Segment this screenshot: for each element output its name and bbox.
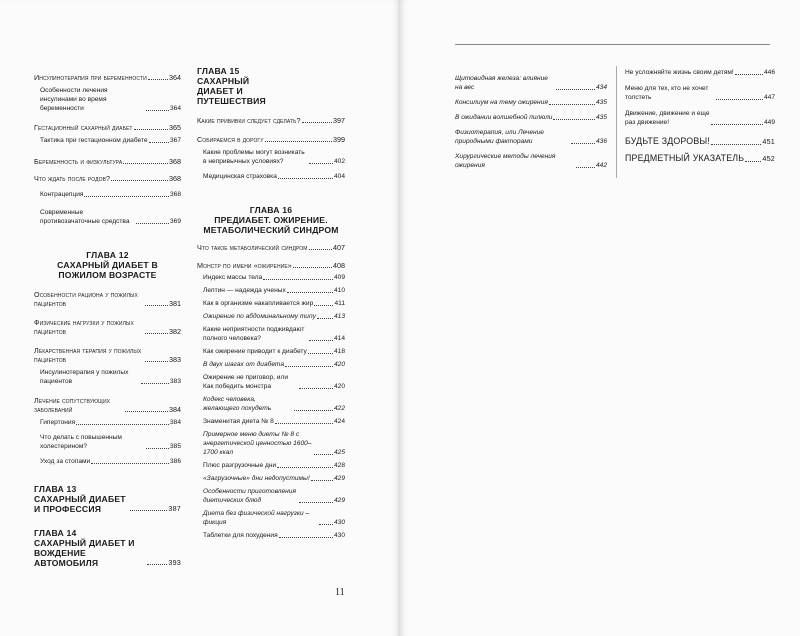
toc-entry bbox=[455, 152, 607, 170]
toc-entry-title: Современные противозачаточные средства bbox=[40, 209, 130, 225]
chapter-label: ГЛАВА 16 bbox=[249, 205, 293, 215]
toc-entry bbox=[455, 74, 607, 92]
toc-entry bbox=[455, 113, 607, 122]
toc-entry-page: 436 bbox=[595, 138, 607, 145]
toc-entry bbox=[625, 68, 775, 77]
toc-entry-title: Ожирение не приговор, или Как победить монстра bbox=[203, 374, 289, 390]
toc-entry bbox=[455, 128, 607, 146]
toc-entry-title: Щитовидная железа: влияние на вес bbox=[455, 75, 548, 91]
toc-entry bbox=[197, 261, 345, 270]
toc-entry-page: 407 bbox=[333, 243, 345, 252]
toc-entry-page: 402 bbox=[333, 158, 345, 165]
toc-entry-page: 381 bbox=[169, 299, 181, 308]
toc-entry-page: 414 bbox=[333, 335, 345, 342]
toc-entry bbox=[625, 84, 775, 102]
chapter-title: САХАРНЫЙ ДИАБЕТ И ПУТЕШЕСТВИЯ bbox=[197, 76, 266, 106]
toc-entry-title: Беременность и физкультура bbox=[34, 157, 123, 166]
toc-entry bbox=[34, 157, 181, 166]
toc-entry-title: Кодекс человека, желающего похудеть bbox=[203, 396, 272, 412]
chapter-title: ПРЕДИАБЕТ. ОЖИРЕНИЕ. МЕТАБОЛИЧЕСКИЙ СИНДРОМ bbox=[203, 215, 339, 235]
toc-entry-title: Тактика при гестационном диабете bbox=[40, 137, 148, 144]
toc-entry-page: 382 bbox=[169, 327, 181, 336]
toc-entry-page: 368 bbox=[169, 157, 181, 166]
toc-entry bbox=[34, 73, 181, 82]
toc-entry-title: Особенности рациона у пожилых пациентов bbox=[34, 290, 138, 308]
toc-entry-title: Движение, движение и еще раз движение! bbox=[625, 110, 710, 126]
toc-entry-title: Что такое метаболический синдром bbox=[197, 243, 308, 252]
toc-entry-page: 368 bbox=[169, 191, 181, 198]
toc-entry bbox=[197, 373, 345, 391]
toc-entry-page: 446 bbox=[763, 69, 775, 76]
toc-entry bbox=[34, 123, 181, 132]
toc-entry-page: 411 bbox=[334, 300, 345, 307]
toc-entry bbox=[34, 190, 181, 199]
toc-entry-title: В двух шагах от диабета bbox=[203, 361, 284, 368]
toc-entry-page: 418 bbox=[333, 348, 345, 355]
toc-entry-page: 365 bbox=[169, 123, 181, 132]
toc-entry bbox=[625, 109, 775, 127]
toc-entry-title: Как в организме накапливается жир bbox=[203, 300, 314, 307]
toc-entry-page: 383 bbox=[169, 378, 181, 385]
toc-entry-page: 430 bbox=[333, 532, 345, 539]
toc-entry-page: 429 bbox=[333, 497, 345, 504]
toc-entry-title: Какие проблемы могут возникать в непривычных условиях? bbox=[203, 149, 305, 165]
toc-entry-title: ПРЕДМЕТНЫЙ УКАЗАТЕЛЬ bbox=[625, 153, 745, 163]
toc-entry-title: Физические нагрузки у пожилых пациентов bbox=[34, 318, 134, 336]
toc-entry-title: Меню для тех, кто не хочет толстеть bbox=[625, 85, 709, 101]
toc-entry-title: БУДЬТЕ ЗДОРОВЫ! bbox=[625, 136, 711, 146]
toc-entry bbox=[197, 273, 345, 282]
toc-entry bbox=[197, 312, 345, 321]
toc-entry-title: В ожидании волшебной пилюли bbox=[455, 114, 553, 121]
toc-entry bbox=[197, 509, 345, 527]
toc-entry-page: 425 bbox=[333, 449, 345, 456]
toc-entry-title: Знаменитая диета № 8 bbox=[203, 418, 274, 425]
toc-entry bbox=[197, 360, 345, 369]
toc-entry-page: 434 bbox=[595, 84, 607, 91]
toc-entry-page: 442 bbox=[595, 162, 607, 169]
toc-entry bbox=[34, 318, 181, 336]
toc-entry-title: Уход за стопами bbox=[40, 458, 91, 465]
toc-group-travel bbox=[197, 116, 345, 181]
chapter-heading bbox=[34, 528, 181, 568]
toc-entry-page: 364 bbox=[169, 73, 181, 82]
toc-entry-title: Что ждать после родов? bbox=[34, 174, 111, 183]
toc-entry-page: 435 bbox=[595, 99, 607, 106]
chapter-title: САХАРНЫЙ ДИАБЕТ И ПРОФЕССИЯ bbox=[34, 494, 126, 514]
toc-entry bbox=[34, 396, 181, 414]
toc-entry-page: 408 bbox=[333, 261, 345, 270]
toc-entry-title: Лептин — надежда ученых bbox=[203, 287, 286, 294]
toc-entry bbox=[197, 299, 345, 308]
toc-entry bbox=[197, 395, 345, 413]
right-page bbox=[400, 0, 800, 636]
toc-entry bbox=[197, 487, 345, 505]
toc-column-2 bbox=[197, 66, 345, 540]
toc-entry-page: 428 bbox=[333, 462, 345, 469]
toc-entry bbox=[34, 433, 181, 451]
toc-entry bbox=[34, 368, 181, 386]
toc-group-pregnancy bbox=[34, 73, 181, 226]
toc-entry bbox=[34, 174, 181, 183]
toc-entry bbox=[34, 136, 181, 145]
toc-entry bbox=[625, 153, 775, 164]
toc-entry-page: 447 bbox=[763, 94, 775, 101]
toc-entry-page: 385 bbox=[169, 443, 181, 450]
toc-entry bbox=[34, 208, 181, 226]
toc-entry bbox=[34, 346, 181, 364]
chapter-title-row bbox=[34, 538, 181, 568]
toc-entry-title: Примерное меню диеты № 8 с энергетической ценностью 1600–1700 ккал bbox=[203, 431, 312, 456]
chapter-label: ГЛАВА 13 bbox=[34, 484, 77, 494]
toc-entry-title: Диета без физической нагрузки – фикция bbox=[203, 510, 310, 526]
chapter-heading bbox=[34, 484, 181, 514]
toc-entry bbox=[197, 474, 345, 483]
chapter-heading bbox=[197, 205, 345, 235]
toc-entry-page: 424 bbox=[333, 418, 345, 425]
toc-entry bbox=[34, 418, 181, 427]
toc-entry bbox=[197, 347, 345, 356]
toc-entry-page: 435 bbox=[595, 114, 607, 121]
toc-entry-title: Особенности лечения инсулинами во время беременности bbox=[40, 87, 108, 112]
toc-entry-title: Медицинская страховка bbox=[203, 173, 277, 180]
toc-entry-page: 420 bbox=[333, 361, 345, 368]
toc-column-3 bbox=[455, 66, 607, 170]
toc-entry-page: 409 bbox=[333, 274, 345, 281]
toc-entry bbox=[197, 417, 345, 426]
toc-entry-page: 413 bbox=[333, 313, 345, 320]
toc-entry-title: Контрацепция bbox=[40, 191, 84, 198]
toc-entry-page: 393 bbox=[168, 558, 181, 567]
chapter-title: САХАРНЫЙ ДИАБЕТ В ПОЖИЛОМ ВОЗРАСТЕ bbox=[57, 260, 158, 280]
toc-entry-title: Особенности приготовления диетических блюд bbox=[203, 488, 297, 504]
toc-entry bbox=[197, 172, 345, 181]
toc-entry-page: 368 bbox=[169, 174, 181, 183]
toc-entry bbox=[197, 116, 345, 125]
toc-entry bbox=[625, 136, 775, 147]
toc-entry-title: Инсулинотерапия у пожилых пациентов bbox=[40, 369, 129, 385]
toc-entry bbox=[197, 461, 345, 470]
toc-entry bbox=[34, 457, 181, 466]
toc-entry-page: 384 bbox=[169, 419, 181, 426]
chapter-label: ГЛАВА 12 bbox=[86, 250, 129, 260]
toc-entry-title: Индекс массы тела bbox=[203, 274, 263, 281]
toc-entry-page: 430 bbox=[333, 519, 345, 526]
toc-entry-page: 383 bbox=[169, 355, 181, 364]
toc-entry-title: Гестационный сахарный диабет bbox=[34, 123, 133, 132]
toc-entry bbox=[197, 135, 345, 144]
toc-entry-page: 452 bbox=[762, 154, 775, 163]
toc-entry-page: 451 bbox=[762, 137, 775, 146]
toc-entry-page: 369 bbox=[169, 218, 181, 225]
toc-entry-title: «Загрузочные» дни недопустимы! bbox=[203, 475, 310, 482]
toc-entry-title: Какие неприятности подживдают полного человека? bbox=[203, 326, 305, 342]
toc-entry-title: Плюс разгрузочные дни bbox=[203, 462, 277, 469]
toc-entry-page: 397 bbox=[333, 116, 345, 125]
toc-entry-page: 384 bbox=[169, 405, 181, 414]
toc-entry-title: Как ожирение приводит к диабету bbox=[203, 348, 307, 355]
toc-entry-title: Не усложняйте жизнь своим детям! bbox=[625, 69, 734, 76]
toc-entry bbox=[34, 290, 181, 308]
toc-entry-title: Что делать с повышенным холестерином? bbox=[40, 434, 122, 450]
toc-entry-page: 364 bbox=[169, 105, 181, 112]
toc-entry-title: Ожирение по абдоминальному типу bbox=[203, 313, 316, 320]
toc-entry-page: 404 bbox=[333, 173, 345, 180]
toc-entry bbox=[197, 430, 345, 457]
page-number: 11 bbox=[335, 587, 345, 598]
toc-entry-page: 410 bbox=[333, 287, 345, 294]
chapter-label: ГЛАВА 15 bbox=[197, 66, 240, 76]
toc-entry bbox=[197, 325, 345, 343]
toc-entry-title: Хирургические методы лечения ожирения bbox=[455, 153, 556, 169]
column-divider bbox=[616, 66, 617, 178]
toc-entry-page: 420 bbox=[333, 383, 345, 390]
toc-entry-title: Консилиум на тему ожирения bbox=[455, 99, 548, 106]
toc-entry-title: Инсулинотерапия при беременности bbox=[34, 73, 147, 82]
toc-entry-page: 387 bbox=[168, 504, 181, 513]
toc-entry-title: Монстр по имени «ожирение» bbox=[197, 261, 292, 270]
toc-group-elderly bbox=[34, 290, 181, 466]
toc-entry bbox=[197, 148, 345, 166]
chapter-label: ГЛАВА 14 bbox=[34, 528, 77, 538]
chapter-title: САХАРНЫЙ ДИАБЕТ И ВОЖДЕНИЕ АВТОМОБИЛЯ bbox=[34, 538, 135, 568]
toc-entry bbox=[455, 98, 607, 107]
toc-entry-page: 429 bbox=[333, 475, 345, 482]
toc-entry-page: 422 bbox=[333, 405, 345, 412]
toc-entry-page: 449 bbox=[763, 119, 775, 126]
toc-entry-title: Таблетки для похудения bbox=[203, 532, 278, 539]
toc-column-4 bbox=[625, 66, 775, 164]
toc-entry bbox=[197, 286, 345, 295]
toc-entry-page: 399 bbox=[333, 135, 345, 144]
chapter-title-row bbox=[34, 494, 181, 514]
toc-group-obesity bbox=[197, 243, 345, 540]
toc-entry-title: Собираемся в дорогу bbox=[197, 135, 264, 144]
chapter-heading bbox=[34, 250, 181, 280]
toc-entry-title: Какие прививки следует сделать? bbox=[197, 116, 301, 125]
chapter-heading bbox=[197, 66, 345, 106]
toc-entry-page: 386 bbox=[169, 458, 181, 465]
toc-entry-title: Лекарственная терапия у пожилых пациентов bbox=[34, 346, 142, 364]
toc-entry bbox=[34, 86, 181, 113]
toc-entry bbox=[197, 531, 345, 540]
toc-entry-title: Физиотерапия, или Лечение природными факторами bbox=[455, 129, 544, 145]
toc-entry-title: Лечение сопутствующих заболеваний bbox=[34, 396, 111, 414]
toc-column-1 bbox=[34, 66, 181, 568]
toc-entry-page: 367 bbox=[169, 137, 181, 144]
toc-entry bbox=[197, 243, 345, 252]
toc-entry-title: Гипертония bbox=[40, 419, 76, 426]
top-rule bbox=[455, 44, 770, 45]
